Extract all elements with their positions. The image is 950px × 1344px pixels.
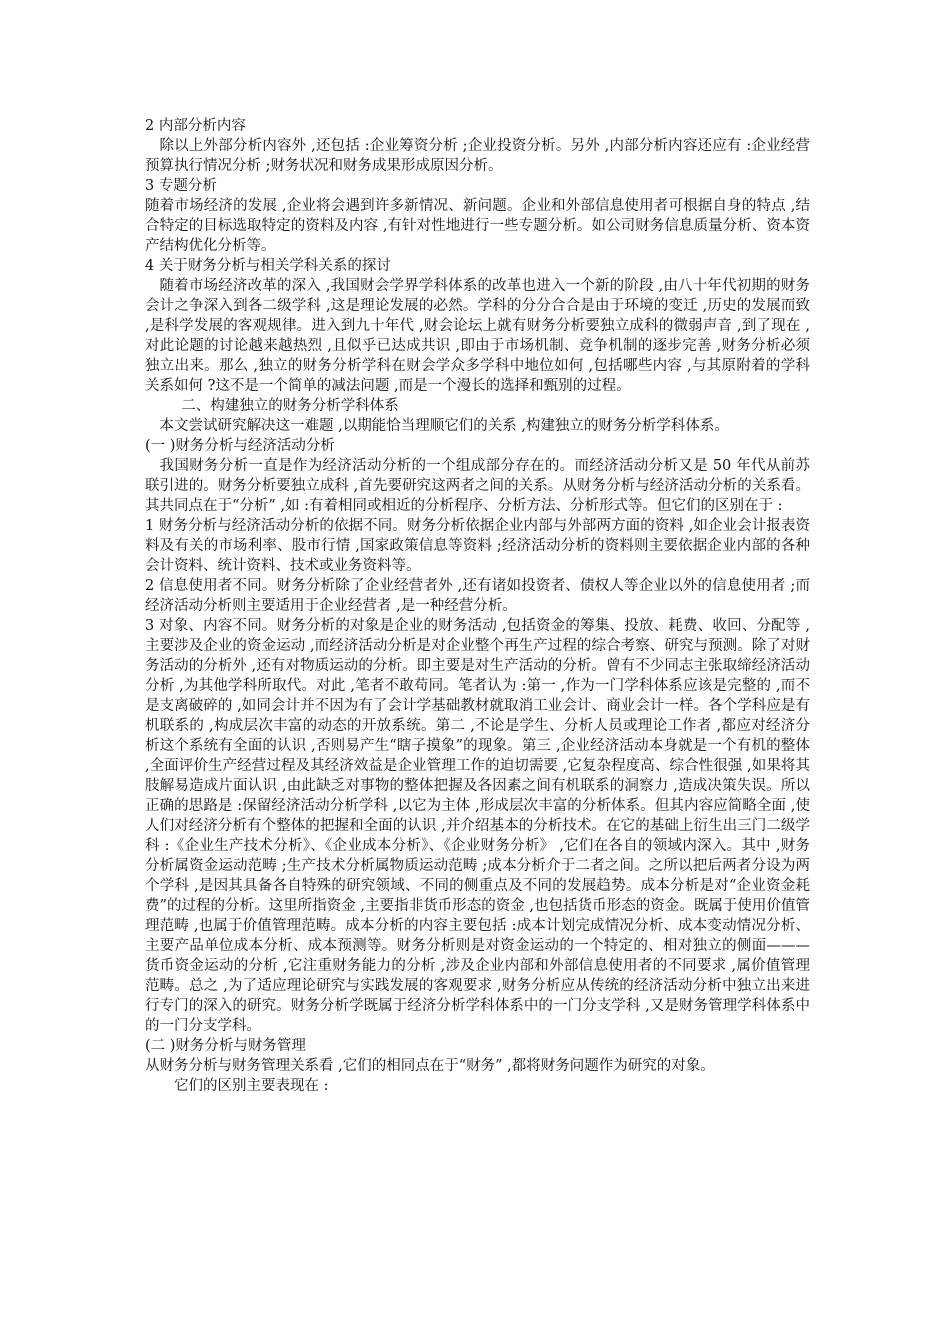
paragraph: 除以上外部分析内容外 ,还包括 :企业筹资分析 ;企业投资分析。另外 ,内部分析内容还应有 :企业经营预算执行情况分析 ;财务状况和财务成果形成原因分析。 xyxy=(145,138,810,174)
section-heading: 2 内部分析内容 xyxy=(145,118,246,134)
chapter-heading: 二、构建独立的财务分析学科体系 xyxy=(181,398,399,414)
subsection-heading: (二 )财务分析与财务管理 xyxy=(145,1038,306,1054)
document-page xyxy=(145,116,810,1096)
numbered-paragraph: 1 财务分析与经济活动分析的依据不同。财务分析依据企业内部与外部两方面的资料 ,如企业会计报表资料及有关的市场利率、股市行情 ,国家政策信息等资料 ;经济活动分析的资料则主要依据企业内部的各种会计资料、统计资料、技术或业务资料等。 xyxy=(145,518,810,574)
paragraph: 它们的区别主要表现在 : xyxy=(174,1078,329,1094)
paragraph: 从财务分析与财务管理关系看 ,它们的相同点在于“财务” ,都将财务问题作为研究的对象。 xyxy=(145,1058,715,1074)
section-heading: 4 关于财务分析与相关学科关系的探讨 xyxy=(145,258,391,274)
paragraph: 随着市场经济的发展 ,企业将会遇到许多新情况、新问题。企业和外部信息使用者可根据自身的特点 ,结合特定的目标选取特定的资料及内容 ,有针对性地进行一些专题分析。如公司财务信息质量分析、资本资产结构优化分析等。 xyxy=(145,198,810,254)
numbered-paragraph: 3 对象、内容不同。财务分析的对象是企业的财务活动 ,包括资金的筹集、投放、耗费、收回、分配等 ,主要涉及企业的资金运动 ,而经济活动分析是对企业整个再生产过程的综合考察、研究与预测。除了对财务活动的分析外 ,还有对物质运动的分析。即主要是对生产活动的分析。曾有不少同志主张取缔经济活动分析 ,为其他学科所取代。对此 ,笔者不敢苟同。笔者认为 :第一 ,作为一门学科体系应该是完整的 ,而不是支离破碎的 ,如同会计并不因为有了会计学基础教材就取消工业会计、商业会计一样。各个学科应是有机联系的 ,构成层次丰富的动态的开放系统。第二 ,不论是学生、分析人员或理论工作者 ,都应对经济分析这个系统有全面的认识 ,否则易产生“瞎子摸象”的现象。第三 ,企业经济活动本身就是一个有机的整体 ,全面评价生产经营过程及其经济效益是企业管理工作的迫切需要 ,它复杂程度高、综合性很强 ,如果将其肢解易造成片面认识 ,由此缺乏对事物的整体把握及各因素之间有机联系的洞察力 ,造成决策失误。所以正确的思路是 :保留经济活动分析学科 ,以它为主体 ,形成层次丰富的分析体系。但其内容应简略全面 ,使人们对经济分析有个整体的把握和全面的认识 ,并介绍基本的分析技术。在它的基础上衍生出三门二级学科 :《企业生产技术分析》、《企业成本分析》、《企业财务分析》 ,它们在各自的领域内深入。其中 ,财务分析属资金运动范畴 ;生产技术分析属物质运动范畴 ;成本分析介于二者之间。之所以把后两者分设为两个学科 ,是因其具备各自特殊的研究领域、不同的侧重点及不同的发展趋势。成本分析是对“企业资金耗费”的过程的分析。这里所指资金 ,主要指非货币形态的资金 ,也包括货币形态的资金。既属于使用价值管理范畴 ,也属于价值管理范畴。成本分析的内容主要包括 :成本计划完成情况分析、成本变动情况分析、主要产品单位成本分析、成本预测等。财务分析则是对资金运动的一个特定的、相对独立的侧面———货币资金运动的分析 ,它注重财务能力的分析 ,涉及企业内部和外部信息使用者的不同要求 ,属价值管理范畴。总之 ,为了适应理论研究与实践发展的客观要求 ,财务分析应从传统的经济活动分析中独立出来进行专门的深入的研究。财务分析学既属于经济分析学科体系中的一门分支学科 ,又是财务管理学科体系中的一门分支学科。 xyxy=(145,618,810,1034)
subsection-heading: (一 )财务分析与经济活动分析 xyxy=(145,438,335,454)
numbered-paragraph: 2 信息使用者不同。财务分析除了企业经营者外 ,还有诸如投资者、债权人等企业以外的信息使用者 ;而经济活动分析则主要适用于企业经营者 ,是一种经营分析。 xyxy=(145,578,810,614)
paragraph: 随着市场经济改革的深入 ,我国财会学界学科体系的改革也进入一个新的阶段 ,由八十年代初期的财务会计之争深入到各二级学科 ,这是理论发展的必然。学科的分分合合是由于环境的变迁 ,历史的发展而致 ,是科学发展的客观规律。进入到九十年代 ,财会论坛上就有财务分析要独立成科的微弱声音 ,到了现在 ,对此论题的讨论越来越热烈 ,且似乎已达成共识 ,即由于市场机制、竞争机制的逐步完善 ,财务分析必须独立出来。那么 ,独立的财务分析学科在财会学众多学科中地位如何 ,包括哪些内容 ,与其原附着的学科关系如何 ?这不是一个简单的减法问题 ,而是一个漫长的选择和甄别的过程。 xyxy=(145,278,810,394)
paragraph: 本文尝试研究解决这一难题 ,以期能恰当理顺它们的关系 ,构建独立的财务分析学科体系。 xyxy=(159,418,729,434)
paragraph: 我国财务分析一直是作为经济活动分析的一个组成部分存在的。而经济活动分析又是 50 年代从前苏联引进的。财务分析要独立成科 ,首先要研究这两者之间的关系。从财务分析与经济活动分析的关系看。其共同点在于“分析” ,如 :有着相同或相近的分析程序、分析方法、分析形式等。但它们的区别在于 : xyxy=(145,458,810,514)
section-heading: 3 专题分析 xyxy=(145,178,217,194)
